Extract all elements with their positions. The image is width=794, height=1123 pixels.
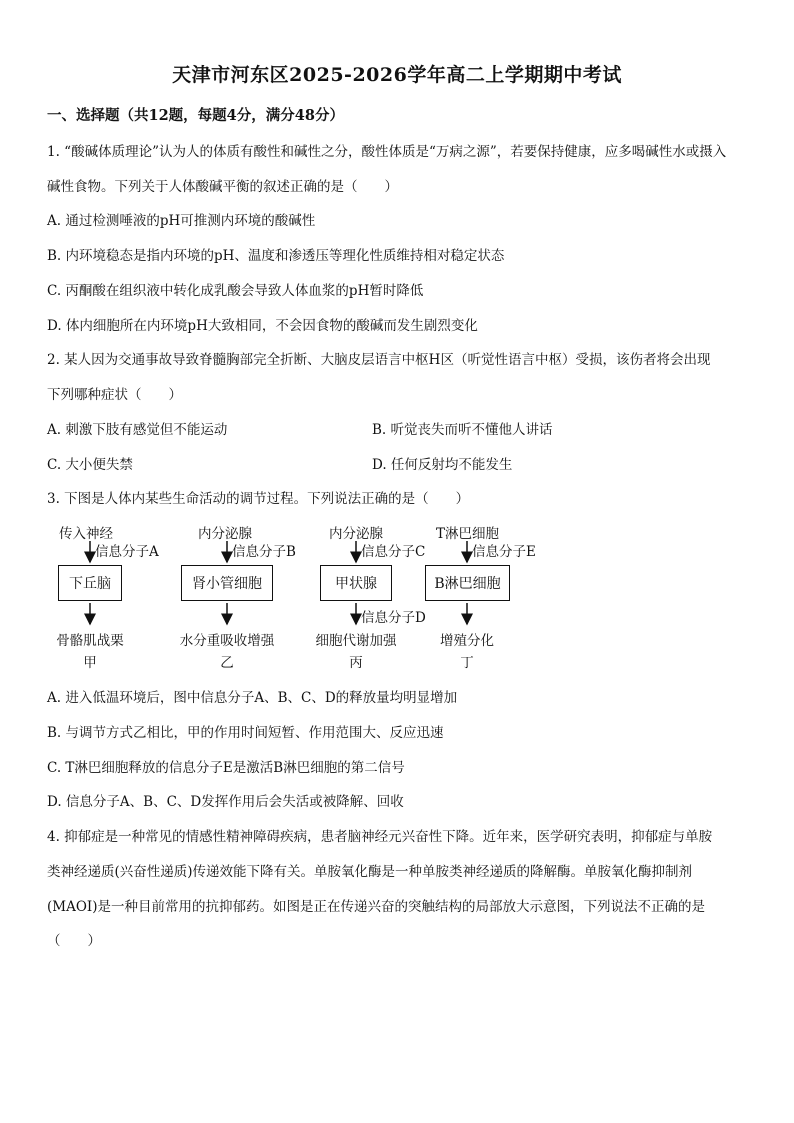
box-hypothalamus: 下丘脑 [58,565,122,601]
signal-a-label: 信息分子A [95,544,159,560]
q1-option-c: C. 丙酮酸在组织液中转化成乳酸会导致人体血浆的pH暂时降低 [47,283,424,299]
q2-option-a: A. 刺激下肢有感觉但不能运动 [47,422,228,438]
signal-c-label: 信息分子C [361,544,426,560]
source-endocrine-gland-1: 内分泌腺 [198,526,252,542]
q3-option-a: A. 进入低温环境后，图中信息分子A、B、C、D的释放量均明显增加 [47,690,458,706]
q2-option-c: C. 大小便失禁 [47,457,133,473]
q1-stem-line2: 碱性食物。下列关于人体酸碱平衡的叙述正确的是（ ） [47,179,398,195]
q4-stem-line4: （ ） [47,933,101,949]
signal-d-label: 信息分子D [361,610,426,626]
q3-stem: 3. 下图是人体内某些生命活动的调节过程。下列说法正确的是（ ） [47,491,470,507]
effect-shivering: 骨骼肌战栗 [56,633,124,649]
section-heading: 一、选择题（共12题，每题4分，满分48分） [47,107,344,124]
tag-ding: 丁 [460,655,474,671]
signal-b-label: 信息分子B [232,544,296,560]
q2-option-d: D. 任何反射均不能发生 [372,457,513,473]
tag-jia: 甲 [83,655,97,671]
tag-yi: 乙 [220,655,234,671]
q4-stem-line3: (MAOI)是一种目前常用的抗抑郁药。如图是正在传递兴奋的突触结构的局部放大示意图，下列说法不正确的是 [47,899,706,915]
tag-bing: 丙 [349,655,363,671]
box-thyroid: 甲状腺 [320,565,392,601]
q3-option-c: C. T淋巴细胞释放的信息分子E是激活B淋巴细胞的第二信号 [47,760,405,776]
effect-water-reabsorption: 水分重吸收增强 [179,633,275,649]
q1-stem-line1: 1. “酸碱体质理论”认为人的体质有酸性和碱性之分，酸性体质是“万病之源”，若要保持健康，应多喝碱性水或摄入 [47,144,727,160]
q2-stem-line2: 下列哪种症状（ ） [47,387,182,403]
q4-stem-line2: 类神经递质(兴奋性递质)传递效能下降有关。单胺氧化酶是一种单胺类神经递质的降解酶。单胺氧化酶抑制剂 [47,864,693,880]
effect-proliferation: 增殖分化 [440,633,494,649]
q3-option-b: B. 与调节方式乙相比，甲的作用时间短暂、作用范围大、反应迅速 [47,725,444,741]
q4-stem-line1: 4. 抑郁症是一种常见的情感性精神障碍疾病，患者脑神经元兴奋性下降。近年来，医学研究表明，抑郁症与单胺 [47,829,713,845]
q1-option-d: D. 体内细胞所在内环境pH大致相同，不会因食物的酸碱而发生剧烈变化 [47,318,478,334]
q1-option-a: A. 通过检测唾液的pH可推测内环境的酸碱性 [47,213,316,229]
exam-title: 天津市河东区2025-2026学年高二上学期期中考试 [172,64,622,86]
box-renal-tubule-cell: 肾小管细胞 [181,565,273,601]
q2-option-b: B. 听觉丧失而听不懂他人讲话 [372,422,553,438]
q3-option-d: D. 信息分子A、B、C、D发挥作用后会失活或被降解、回收 [47,794,404,810]
signal-e-label: 信息分子E [472,544,536,560]
source-t-lymphocyte: T淋巴细胞 [436,526,500,542]
box-b-lymphocyte: B淋巴细胞 [425,565,510,601]
source-endocrine-gland-2: 内分泌腺 [329,526,383,542]
effect-metabolism: 细胞代谢加强 [315,633,397,649]
q2-stem-line1: 2. 某人因为交通事故导致脊髓胸部完全折断、大脑皮层语言中枢H区（听觉性语言中枢）受损，该伤者将会出现 [47,352,711,368]
q1-option-b: B. 内环境稳态是指内环境的pH、温度和渗透压等理化性质维持相对稳定状态 [47,248,505,264]
source-afferent-nerve: 传入神经 [59,526,113,542]
